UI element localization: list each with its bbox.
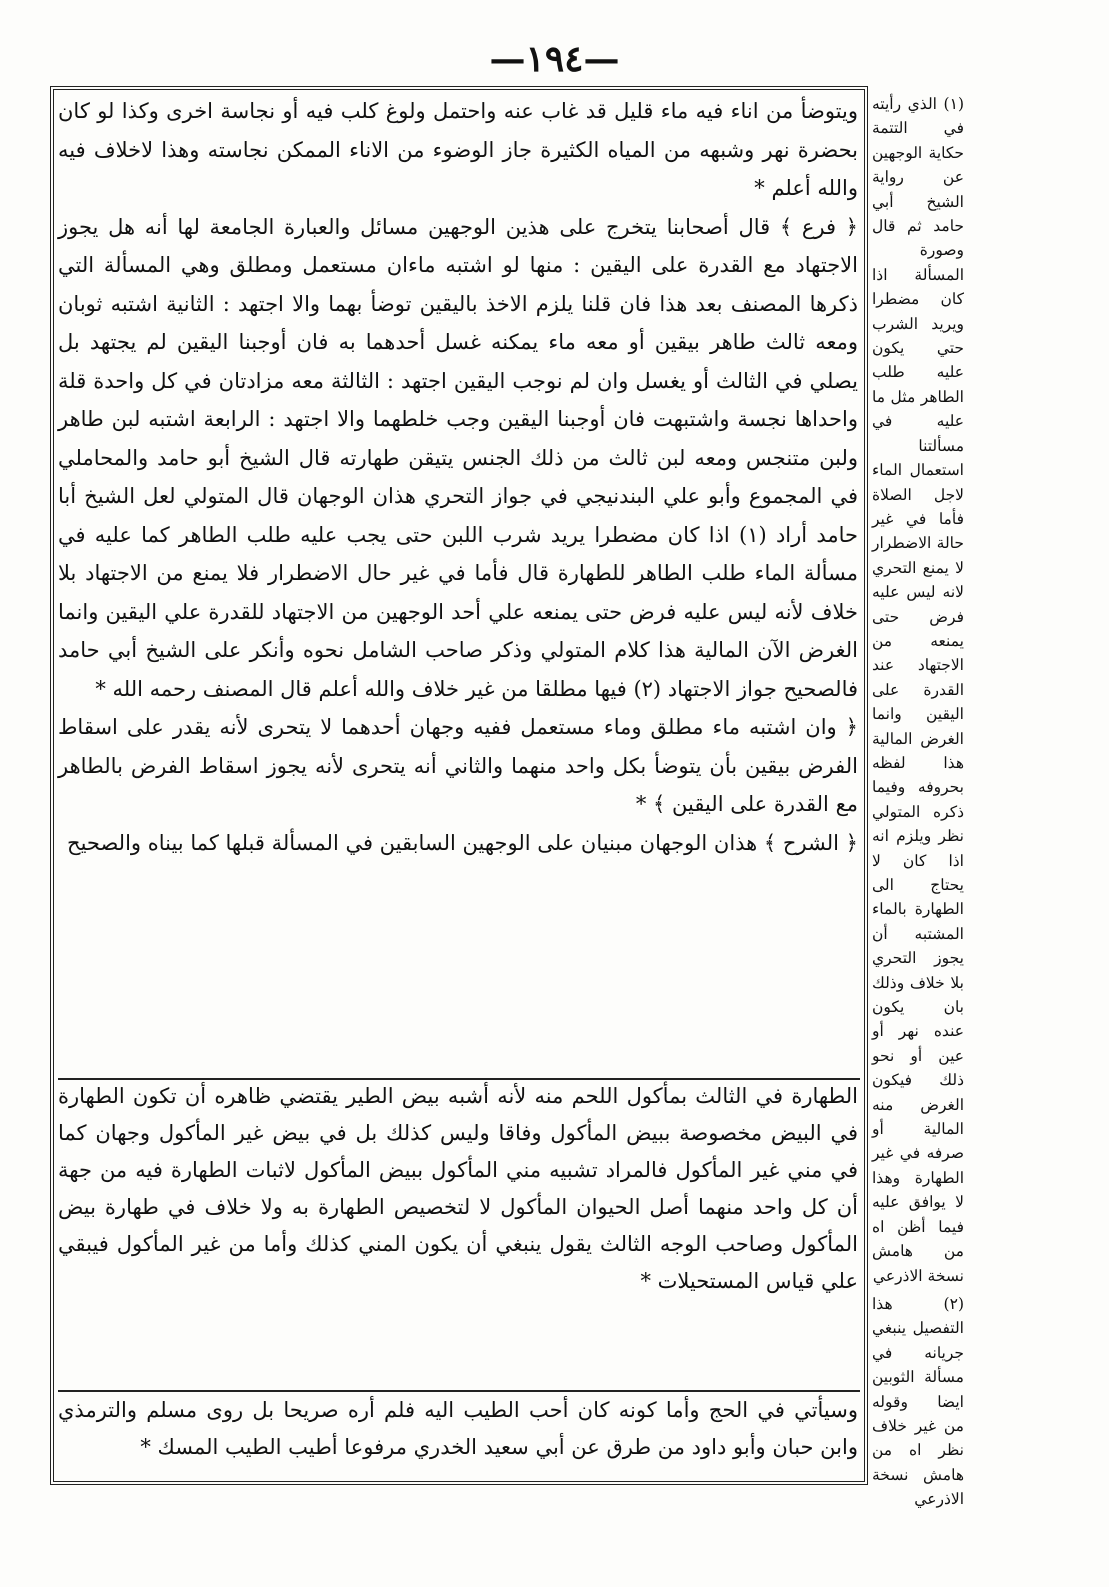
margin-note-1: (١) الذي رأيته في التتمة حكاية الوجهين عن رواية الشيخ أبي حامد ثم قال وصورة المسألة اذا كان مضطرا ويريد الشرب حتي يكون عليه طلب الطاهر مثل ما عليه في مسألتنا استعمال الماء لاجل الصلاة فأما في غير حالة الاضطرار لا يمنع التحري لانه ليس عليه فرض حتى يمنعه من الاجتهاد عند القدرة على اليقين وانما الغرض المالية هذا لفظه بحروفه وفيما ذكره المتولي نظر ويلزم انه اذا كان لا يحتاج الى الطهارة بالماء المشتبه أن يجوز التحري بلا خلاف وذلك بان يكون عنده نهر أو عين أو نحو ذلك فيكون الغرض منه المالية أو صرفه في غير الطهارة وهذا لا يوافق عليه فيما أظن اه من هامش نسخة الاذرعي	[872, 95, 964, 1285]
margin-note-2: (٢) هذا التفصيل ينبغي جريانه في مسألة الثوبين ايضا وقوله من غير خلاف نظر اه من هامش نسخة الاذرعي	[872, 1294, 964, 1509]
footnote-text-1: الطهارة في الثالث بمأكول اللحم منه لأنه أشبه بيض الطير يقتضي ظاهره أن تكون الطهارة في البيض مخصوصة ببيض المأكول وفاقا وليس كذلك بل في بيض غير المأكول وجهان كما في مني غير المأكول فالمراد تشبيه مني المأكول ببيض المأكول لاثبات الطهارة فيه من جهة أن كل واحد منهما أصل الحيوان المأكول لا لتخصيص الطهارة به ولا خلاف في طهارة بيض المأكول وصاحب الوجه الثالث يقول ينبغي أن يكون المني كذلك وأما من غير المأكول فيبقي علي قياس المستحيلات *	[58, 1084, 859, 1293]
footnote-block-2	[58, 1392, 858, 1466]
footnote-block-1	[58, 1078, 858, 1300]
paragraph-4: ﴿ الشرح ﴾ هذان الوجهان مبنيان على الوجهين السابقين في المسألة قبلها كما بيناه والصحيح	[67, 830, 858, 855]
paragraph-1: ويتوضأ من اناء فيه ماء قليل قد غاب عنه واحتمل ولوغ كلب فيه أو نجاسة اخرى وكذا لو كان بحضرة نهر وشبهه من المياه الكثيرة جاز الوضوء من الاناء الممكن نجاسته وهذا لاخلاف فيه والله أعلم *	[58, 99, 858, 200]
main-text	[58, 92, 858, 862]
paragraph-2: ﴿ فرع ﴾ قال أصحابنا يتخرج على هذين الوجهين مسائل والعبارة الجامعة لها أنه هل يجوز الاجتهاد مع القدرة على اليقين : منها لو اشتبه ماءان مستعمل ومطلق وهي المسألة التي ذكرها المصنف بعد هذا فان قلنا يلزم الاخذ باليقين توضأ بهما والا اجتهد : الثانية اشتبه ثوبان ومعه ثالث طاهر بيقين أو معه ماء يمكنه غسل أحدهما به فان أوجبنا اليقين لم يجتهد بل يصلي في الثالث أو يغسل وان لم نوجب اليقين اجتهد : الثالثة معه مزادتان في كل واحدة قلة واحداها نجسة واشتبهت فان أوجبنا اليقين وجب خلطهما والا اجتهد : الرابعة اشتبه لبن طاهر ولبن متنجس ومعه لبن ثالث من ذلك الجنس يتيقن طهارته قال الشيخ أبو حامد والمحاملي في المجموع وأبو علي البندنيجي في جواز التحري هذان الوجهان قال المتولي لعل الشيخ أبا حامد أراد (١) اذا كان مضطرا يريد شرب اللبن حتى يجب عليه طلب الطاهر كما عليه في مسألة الماء طلب الطاهر للطهارة قال فأما في غير حال الاضطرار فلا يمنع من الاجتهاد بلا خلاف لأنه ليس عليه فرض حتى يمنعه علي أحد الوجهين من الاجتهاد للقدرة علي اليقين وانما الغرض الآن المالية هذا كلام المتولي وذكر صاحب الشامل نحوه وأنكر على الشيخ أبي حامد فالصحيح جواز الاجتهاد (٢) فيها مطلقا من غير خلاف والله أعلم قال المصنف رحمه الله *	[58, 214, 858, 701]
footnote-text-2: وسيأتي في الحج وأما كونه كان أحب الطيب اليه فلم أره صريحا بل روى مسلم والترمذي وابن حبان وأبو داود من طرق عن أبي سعيد الخدري مرفوعا أطيب الطيب المسك *	[58, 1398, 858, 1459]
page-number: —١٩٤—	[489, 38, 620, 80]
paragraph-3: ﴿ وان اشتبه ماء مطلق وماء مستعمل ففيه وجهان أحدهما لا يتحرى لأنه يقدر على اسقاط الفرض بيقين بأن يتوضأ بكل واحد منهما والثاني أنه يتحرى لأنه يجوز اسقاط الفرض بالطاهر مع القدرة على اليقين ﴾ *	[58, 715, 858, 816]
margin-notes	[872, 92, 964, 1512]
